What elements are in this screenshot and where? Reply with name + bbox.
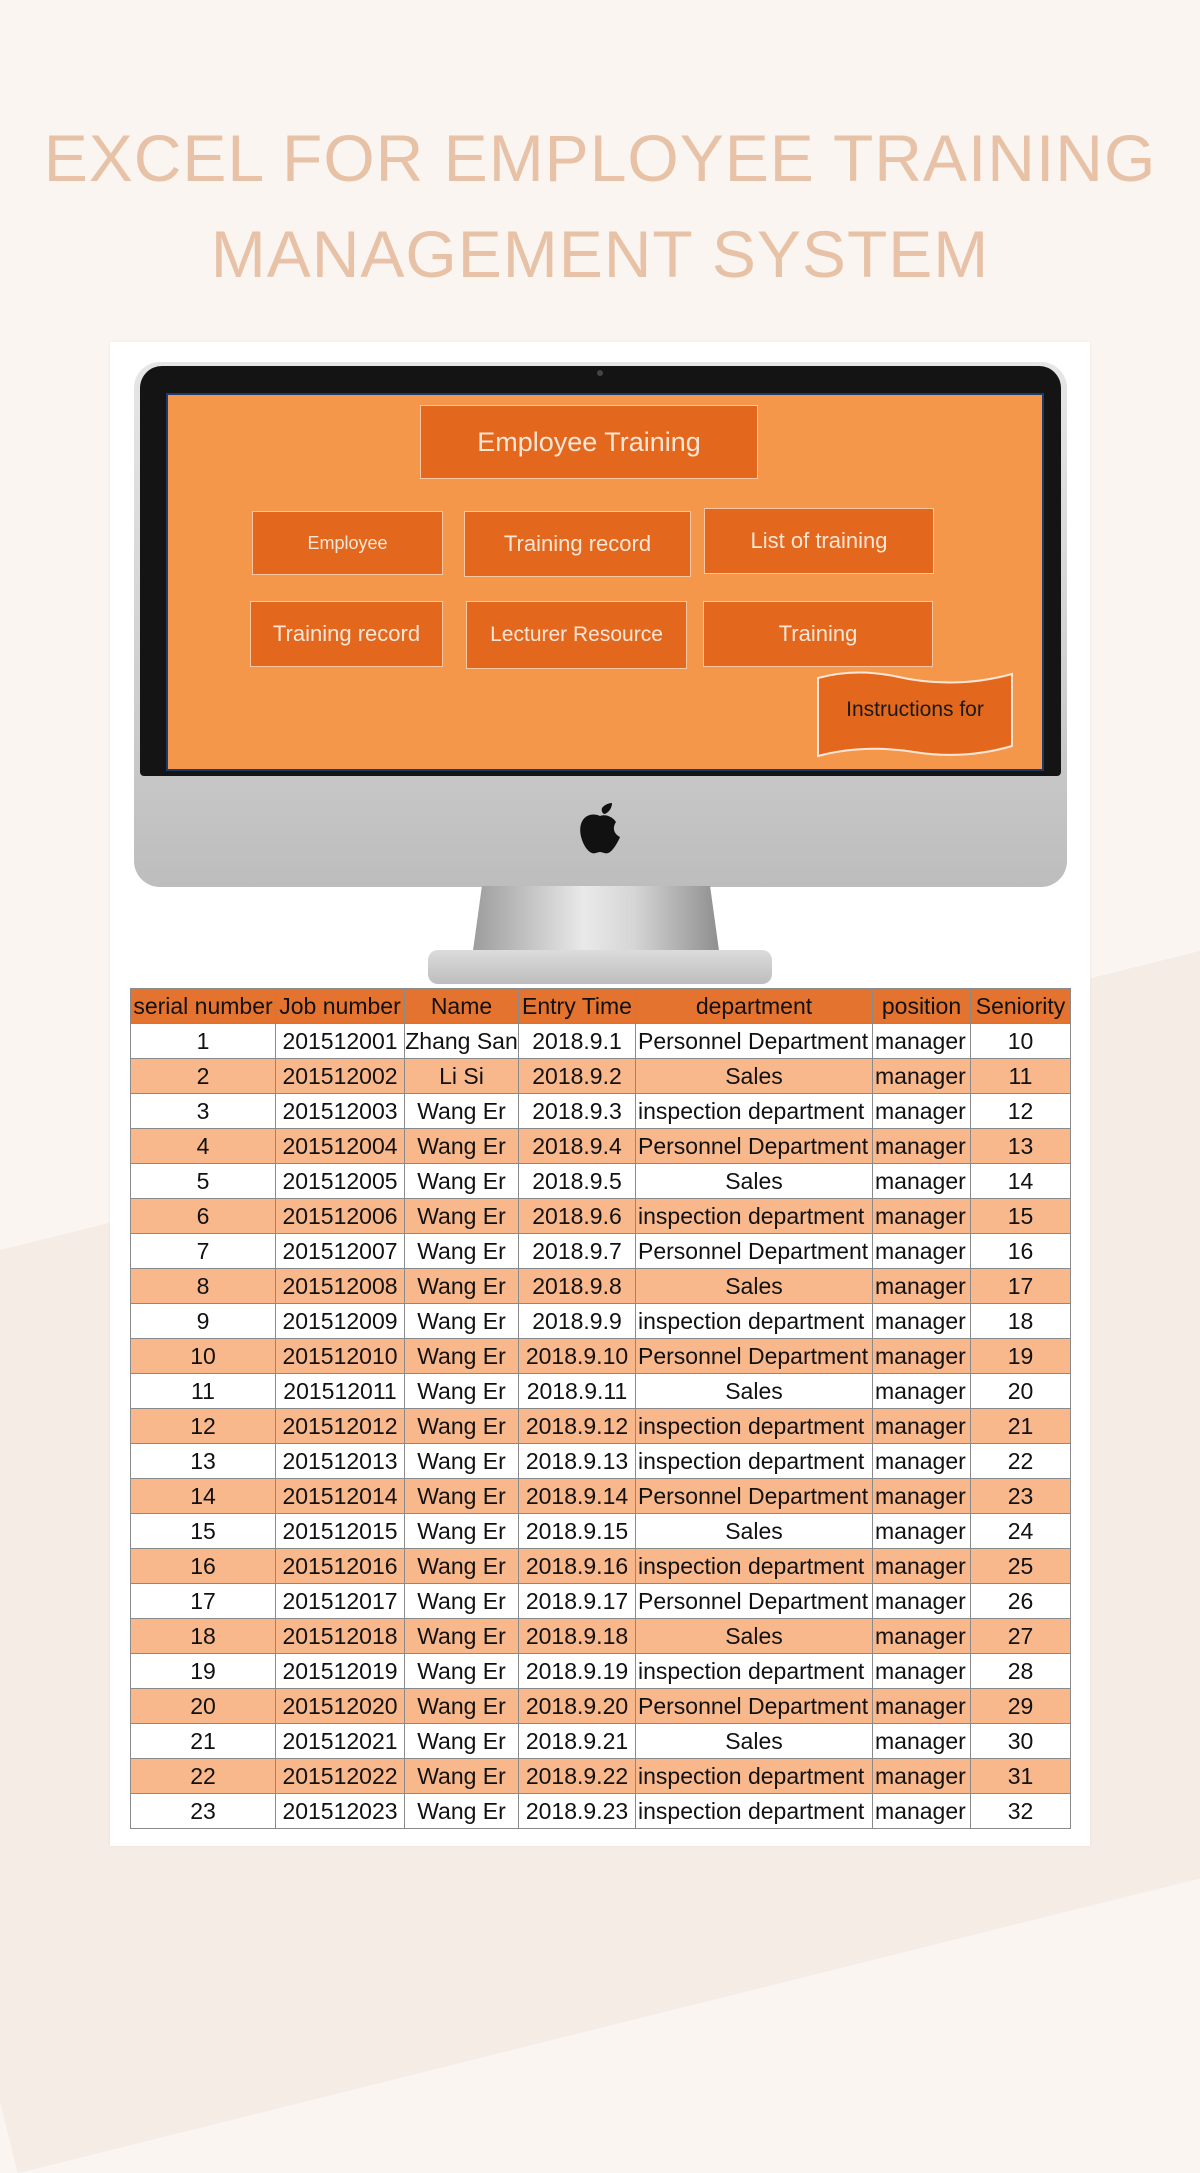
name-cell[interactable]: Wang Er [405,1514,519,1549]
seniority-cell[interactable]: 10 [971,1024,1071,1059]
entry-time-cell[interactable]: 2018.9.19 [519,1654,636,1689]
training-button[interactable]: Training [703,601,933,667]
job-number-cell[interactable]: 201512020 [276,1689,405,1724]
position-cell[interactable]: manager [873,1339,971,1374]
table-row [131,1479,1071,1514]
position-cell[interactable]: manager [873,1444,971,1479]
seniority-cell[interactable]: 27 [971,1619,1071,1654]
name-cell[interactable]: Wang Er [405,1444,519,1479]
serial-number-cell[interactable]: 13 [131,1444,276,1479]
entry-time-cell[interactable]: 2018.9.22 [519,1759,636,1794]
job-number-cell[interactable]: 201512011 [276,1374,405,1409]
name-cell[interactable]: Wang Er [405,1374,519,1409]
job-number-cell[interactable]: 201512007 [276,1234,405,1269]
position-cell[interactable]: manager [873,1374,971,1409]
position-cell[interactable]: manager [873,1619,971,1654]
serial-number-cell[interactable]: 2 [131,1059,276,1094]
department-cell[interactable]: inspection department [636,1794,873,1829]
entry-time-cell[interactable]: 2018.9.11 [519,1374,636,1409]
table-row [131,1199,1071,1234]
name-cell[interactable]: Wang Er [405,1549,519,1584]
seniority-cell[interactable]: 22 [971,1444,1071,1479]
job-number-cell[interactable]: 201512004 [276,1129,405,1164]
table-row [131,1269,1071,1304]
entry-time-cell[interactable]: 2018.9.1 [519,1024,636,1059]
name-cell[interactable]: Wang Er [405,1164,519,1199]
position-cell[interactable]: manager [873,1409,971,1444]
table-row [131,1724,1071,1759]
seniority-cell[interactable]: 23 [971,1479,1071,1514]
department-cell[interactable]: Personnel Department [636,1339,873,1374]
table-row [131,1094,1071,1129]
table-body [131,1024,1071,1829]
entry-time-cell[interactable]: 2018.9.9 [519,1304,636,1339]
entry-time-cell[interactable]: 2018.9.16 [519,1549,636,1584]
job-number-cell[interactable]: 201512014 [276,1479,405,1514]
position-cell[interactable]: manager [873,1164,971,1199]
position-cell[interactable]: manager [873,1094,971,1129]
entry-time-cell[interactable]: 2018.9.23 [519,1794,636,1829]
position-cell[interactable]: manager [873,1514,971,1549]
position-cell[interactable]: manager [873,1129,971,1164]
serial-number-cell[interactable]: 18 [131,1619,276,1654]
name-cell[interactable]: Wang Er [405,1094,519,1129]
entry-time-cell[interactable]: 2018.9.3 [519,1094,636,1129]
job-number-cell[interactable]: 201512006 [276,1199,405,1234]
table-row [131,1234,1071,1269]
table-row [131,1549,1071,1584]
position-cell[interactable]: manager [873,1234,971,1269]
seniority-cell[interactable]: 13 [971,1129,1071,1164]
department-cell[interactable]: inspection department [636,1304,873,1339]
entry-time-cell[interactable]: 2018.9.14 [519,1479,636,1514]
name-cell[interactable]: Li Si [405,1059,519,1094]
table-row [131,1129,1071,1164]
position-cell[interactable]: manager [873,1689,971,1724]
serial-number-cell[interactable]: 16 [131,1549,276,1584]
department-cell[interactable]: inspection department [636,1759,873,1794]
seniority-cell[interactable]: 21 [971,1409,1071,1444]
department-cell[interactable]: Personnel Department [636,1689,873,1724]
name-cell[interactable]: Wang Er [405,1654,519,1689]
serial-number-cell[interactable]: 3 [131,1094,276,1129]
table-row [131,1339,1071,1374]
serial-number-cell[interactable]: 11 [131,1374,276,1409]
department-cell[interactable]: Sales [636,1724,873,1759]
entry-time-cell[interactable]: 2018.9.13 [519,1444,636,1479]
job-number-cell[interactable]: 201512018 [276,1619,405,1654]
serial-number-cell[interactable]: 4 [131,1129,276,1164]
name-cell[interactable]: Wang Er [405,1129,519,1164]
job-number-cell[interactable]: 201512017 [276,1584,405,1619]
training-record-button[interactable]: Training record [464,511,691,577]
serial-number-cell[interactable]: 21 [131,1724,276,1759]
serial-number-cell[interactable]: 17 [131,1584,276,1619]
job-number-cell[interactable]: 201512009 [276,1304,405,1339]
department-cell[interactable]: Sales [636,1514,873,1549]
table-row [131,1759,1071,1794]
department-cell[interactable]: inspection department [636,1409,873,1444]
position-cell[interactable]: manager [873,1199,971,1234]
department-cell[interactable]: inspection department [636,1094,873,1129]
name-cell[interactable]: Wang Er [405,1689,519,1724]
serial-number-cell[interactable]: 5 [131,1164,276,1199]
entry-time-cell[interactable]: 2018.9.8 [519,1269,636,1304]
department-cell[interactable]: Personnel Department [636,1024,873,1059]
page-title-line1: EXCEL FOR EMPLOYEE TRAINING [43,121,1157,195]
seniority-cell[interactable]: 24 [971,1514,1071,1549]
name-cell[interactable]: Zhang San [405,1024,519,1059]
table-row [131,1409,1071,1444]
department-cell[interactable]: Sales [636,1164,873,1199]
seniority-cell[interactable]: 31 [971,1759,1071,1794]
serial-number-cell[interactable]: 10 [131,1339,276,1374]
entry-time-cell[interactable]: 2018.9.18 [519,1619,636,1654]
col-serial-number[interactable]: serial number [131,989,276,1024]
job-number-cell[interactable]: 201512008 [276,1269,405,1304]
job-number-cell[interactable]: 201512019 [276,1654,405,1689]
col-name[interactable]: Name [405,989,519,1024]
entry-time-cell[interactable]: 2018.9.17 [519,1584,636,1619]
seniority-cell[interactable]: 28 [971,1654,1071,1689]
col-department[interactable]: department [636,989,873,1024]
department-cell[interactable]: inspection department [636,1654,873,1689]
job-number-cell[interactable]: 201512016 [276,1549,405,1584]
department-cell[interactable]: Personnel Department [636,1584,873,1619]
name-cell[interactable]: Wang Er [405,1794,519,1829]
job-number-cell[interactable]: 201512023 [276,1794,405,1829]
seniority-cell[interactable]: 18 [971,1304,1071,1339]
serial-number-cell[interactable]: 8 [131,1269,276,1304]
serial-number-cell[interactable]: 6 [131,1199,276,1234]
employee-button[interactable]: Employee [252,511,443,575]
screen-title-button[interactable]: Employee Training [420,405,758,479]
seniority-cell[interactable]: 17 [971,1269,1071,1304]
lecturer-resource-button[interactable]: Lecturer Resource [466,601,687,669]
serial-number-cell[interactable]: 19 [131,1654,276,1689]
job-number-cell[interactable]: 201512012 [276,1409,405,1444]
table-row [131,1304,1071,1339]
position-cell[interactable]: manager [873,1794,971,1829]
entry-time-cell[interactable]: 2018.9.7 [519,1234,636,1269]
name-cell[interactable]: Wang Er [405,1724,519,1759]
col-entry-time[interactable]: Entry Time [519,989,636,1024]
department-cell[interactable]: Personnel Department [636,1479,873,1514]
job-number-cell[interactable]: 201512002 [276,1059,405,1094]
table-row [131,1584,1071,1619]
table-row [131,1444,1071,1479]
job-number-cell[interactable]: 201512001 [276,1024,405,1059]
serial-number-cell[interactable]: 9 [131,1304,276,1339]
department-cell[interactable]: Personnel Department [636,1129,873,1164]
job-number-cell[interactable]: 201512003 [276,1094,405,1129]
serial-number-cell[interactable]: 14 [131,1479,276,1514]
serial-number-cell[interactable]: 12 [131,1409,276,1444]
name-cell[interactable]: Wang Er [405,1199,519,1234]
seniority-cell[interactable]: 19 [971,1339,1071,1374]
position-cell[interactable]: manager [873,1654,971,1689]
table-row [131,1164,1071,1199]
seniority-cell[interactable]: 15 [971,1199,1071,1234]
entry-time-cell[interactable]: 2018.9.12 [519,1409,636,1444]
department-cell[interactable]: Sales [636,1374,873,1409]
table-row [131,1619,1071,1654]
entry-time-cell[interactable]: 2018.9.4 [519,1129,636,1164]
position-cell[interactable]: manager [873,1759,971,1794]
serial-number-cell[interactable]: 23 [131,1794,276,1829]
position-cell[interactable]: manager [873,1584,971,1619]
position-cell[interactable]: manager [873,1479,971,1514]
entry-time-cell[interactable]: 2018.9.10 [519,1339,636,1374]
seniority-cell[interactable]: 26 [971,1584,1071,1619]
position-cell[interactable]: manager [873,1549,971,1584]
name-cell[interactable]: Wang Er [405,1339,519,1374]
department-cell[interactable]: Sales [636,1619,873,1654]
seniority-cell[interactable]: 29 [971,1689,1071,1724]
entry-time-cell[interactable]: 2018.9.2 [519,1059,636,1094]
name-cell[interactable]: Wang Er [405,1409,519,1444]
table-row [131,1059,1071,1094]
list-of-training-button[interactable]: List of training [704,508,934,574]
department-cell[interactable]: Personnel Department [636,1234,873,1269]
name-cell[interactable]: Wang Er [405,1269,519,1304]
job-number-cell[interactable]: 201512005 [276,1164,405,1199]
table-row [131,1374,1071,1409]
table-row [131,1514,1071,1549]
name-cell[interactable]: Wang Er [405,1304,519,1339]
name-cell[interactable]: Wang Er [405,1584,519,1619]
position-cell[interactable]: manager [873,1724,971,1759]
seniority-cell[interactable]: 20 [971,1374,1071,1409]
department-cell[interactable]: inspection department [636,1199,873,1234]
employee-table [130,988,1071,1829]
serial-number-cell[interactable]: 15 [131,1514,276,1549]
job-number-cell[interactable]: 201512022 [276,1759,405,1794]
entry-time-cell[interactable]: 2018.9.20 [519,1689,636,1724]
serial-number-cell[interactable]: 7 [131,1234,276,1269]
seniority-cell[interactable]: 12 [971,1094,1071,1129]
entry-time-cell[interactable]: 2018.9.15 [519,1514,636,1549]
serial-number-cell[interactable]: 1 [131,1024,276,1059]
name-cell[interactable]: Wang Er [405,1759,519,1794]
position-cell[interactable]: manager [873,1024,971,1059]
name-cell[interactable]: Wang Er [405,1234,519,1269]
table-row [131,1794,1071,1829]
monitor-stand-foot [428,950,772,984]
name-cell[interactable]: Wang Er [405,1619,519,1654]
entry-time-cell[interactable]: 2018.9.21 [519,1724,636,1759]
table-row [131,1689,1071,1724]
job-number-cell[interactable]: 201512021 [276,1724,405,1759]
training-record-button-2[interactable]: Training record [250,601,443,667]
name-cell[interactable]: Wang Er [405,1479,519,1514]
seniority-cell[interactable]: 14 [971,1164,1071,1199]
seniority-cell[interactable]: 30 [971,1724,1071,1759]
serial-number-cell[interactable]: 22 [131,1759,276,1794]
job-number-cell[interactable]: 201512010 [276,1339,405,1374]
col-seniority[interactable]: Seniority [971,989,1071,1024]
job-number-cell[interactable]: 201512015 [276,1514,405,1549]
department-cell[interactable]: inspection department [636,1549,873,1584]
table-row [131,1024,1071,1059]
table-header-row [131,989,1071,1024]
table-row [131,1654,1071,1689]
apple-icon [572,802,628,858]
job-number-cell[interactable]: 201512013 [276,1444,405,1479]
instructions-label[interactable]: Instructions for [846,698,984,721]
entry-time-cell[interactable]: 2018.9.6 [519,1199,636,1234]
position-cell[interactable]: manager [873,1304,971,1339]
seniority-cell[interactable]: 25 [971,1549,1071,1584]
page-title-line2: MANAGEMENT SYSTEM [210,217,990,291]
position-cell[interactable]: manager [873,1269,971,1304]
col-position[interactable]: position [873,989,971,1024]
monitor-stand-neck [472,886,720,958]
department-cell[interactable]: Sales [636,1269,873,1304]
col-job-number[interactable]: Job number [276,989,405,1024]
entry-time-cell[interactable]: 2018.9.5 [519,1164,636,1199]
department-cell[interactable]: inspection department [636,1444,873,1479]
seniority-cell[interactable]: 16 [971,1234,1071,1269]
position-cell[interactable]: manager [873,1059,971,1094]
seniority-cell[interactable]: 32 [971,1794,1071,1829]
camera-dot [597,370,603,376]
serial-number-cell[interactable]: 20 [131,1689,276,1724]
department-cell[interactable]: Sales [636,1059,873,1094]
seniority-cell[interactable]: 11 [971,1059,1071,1094]
